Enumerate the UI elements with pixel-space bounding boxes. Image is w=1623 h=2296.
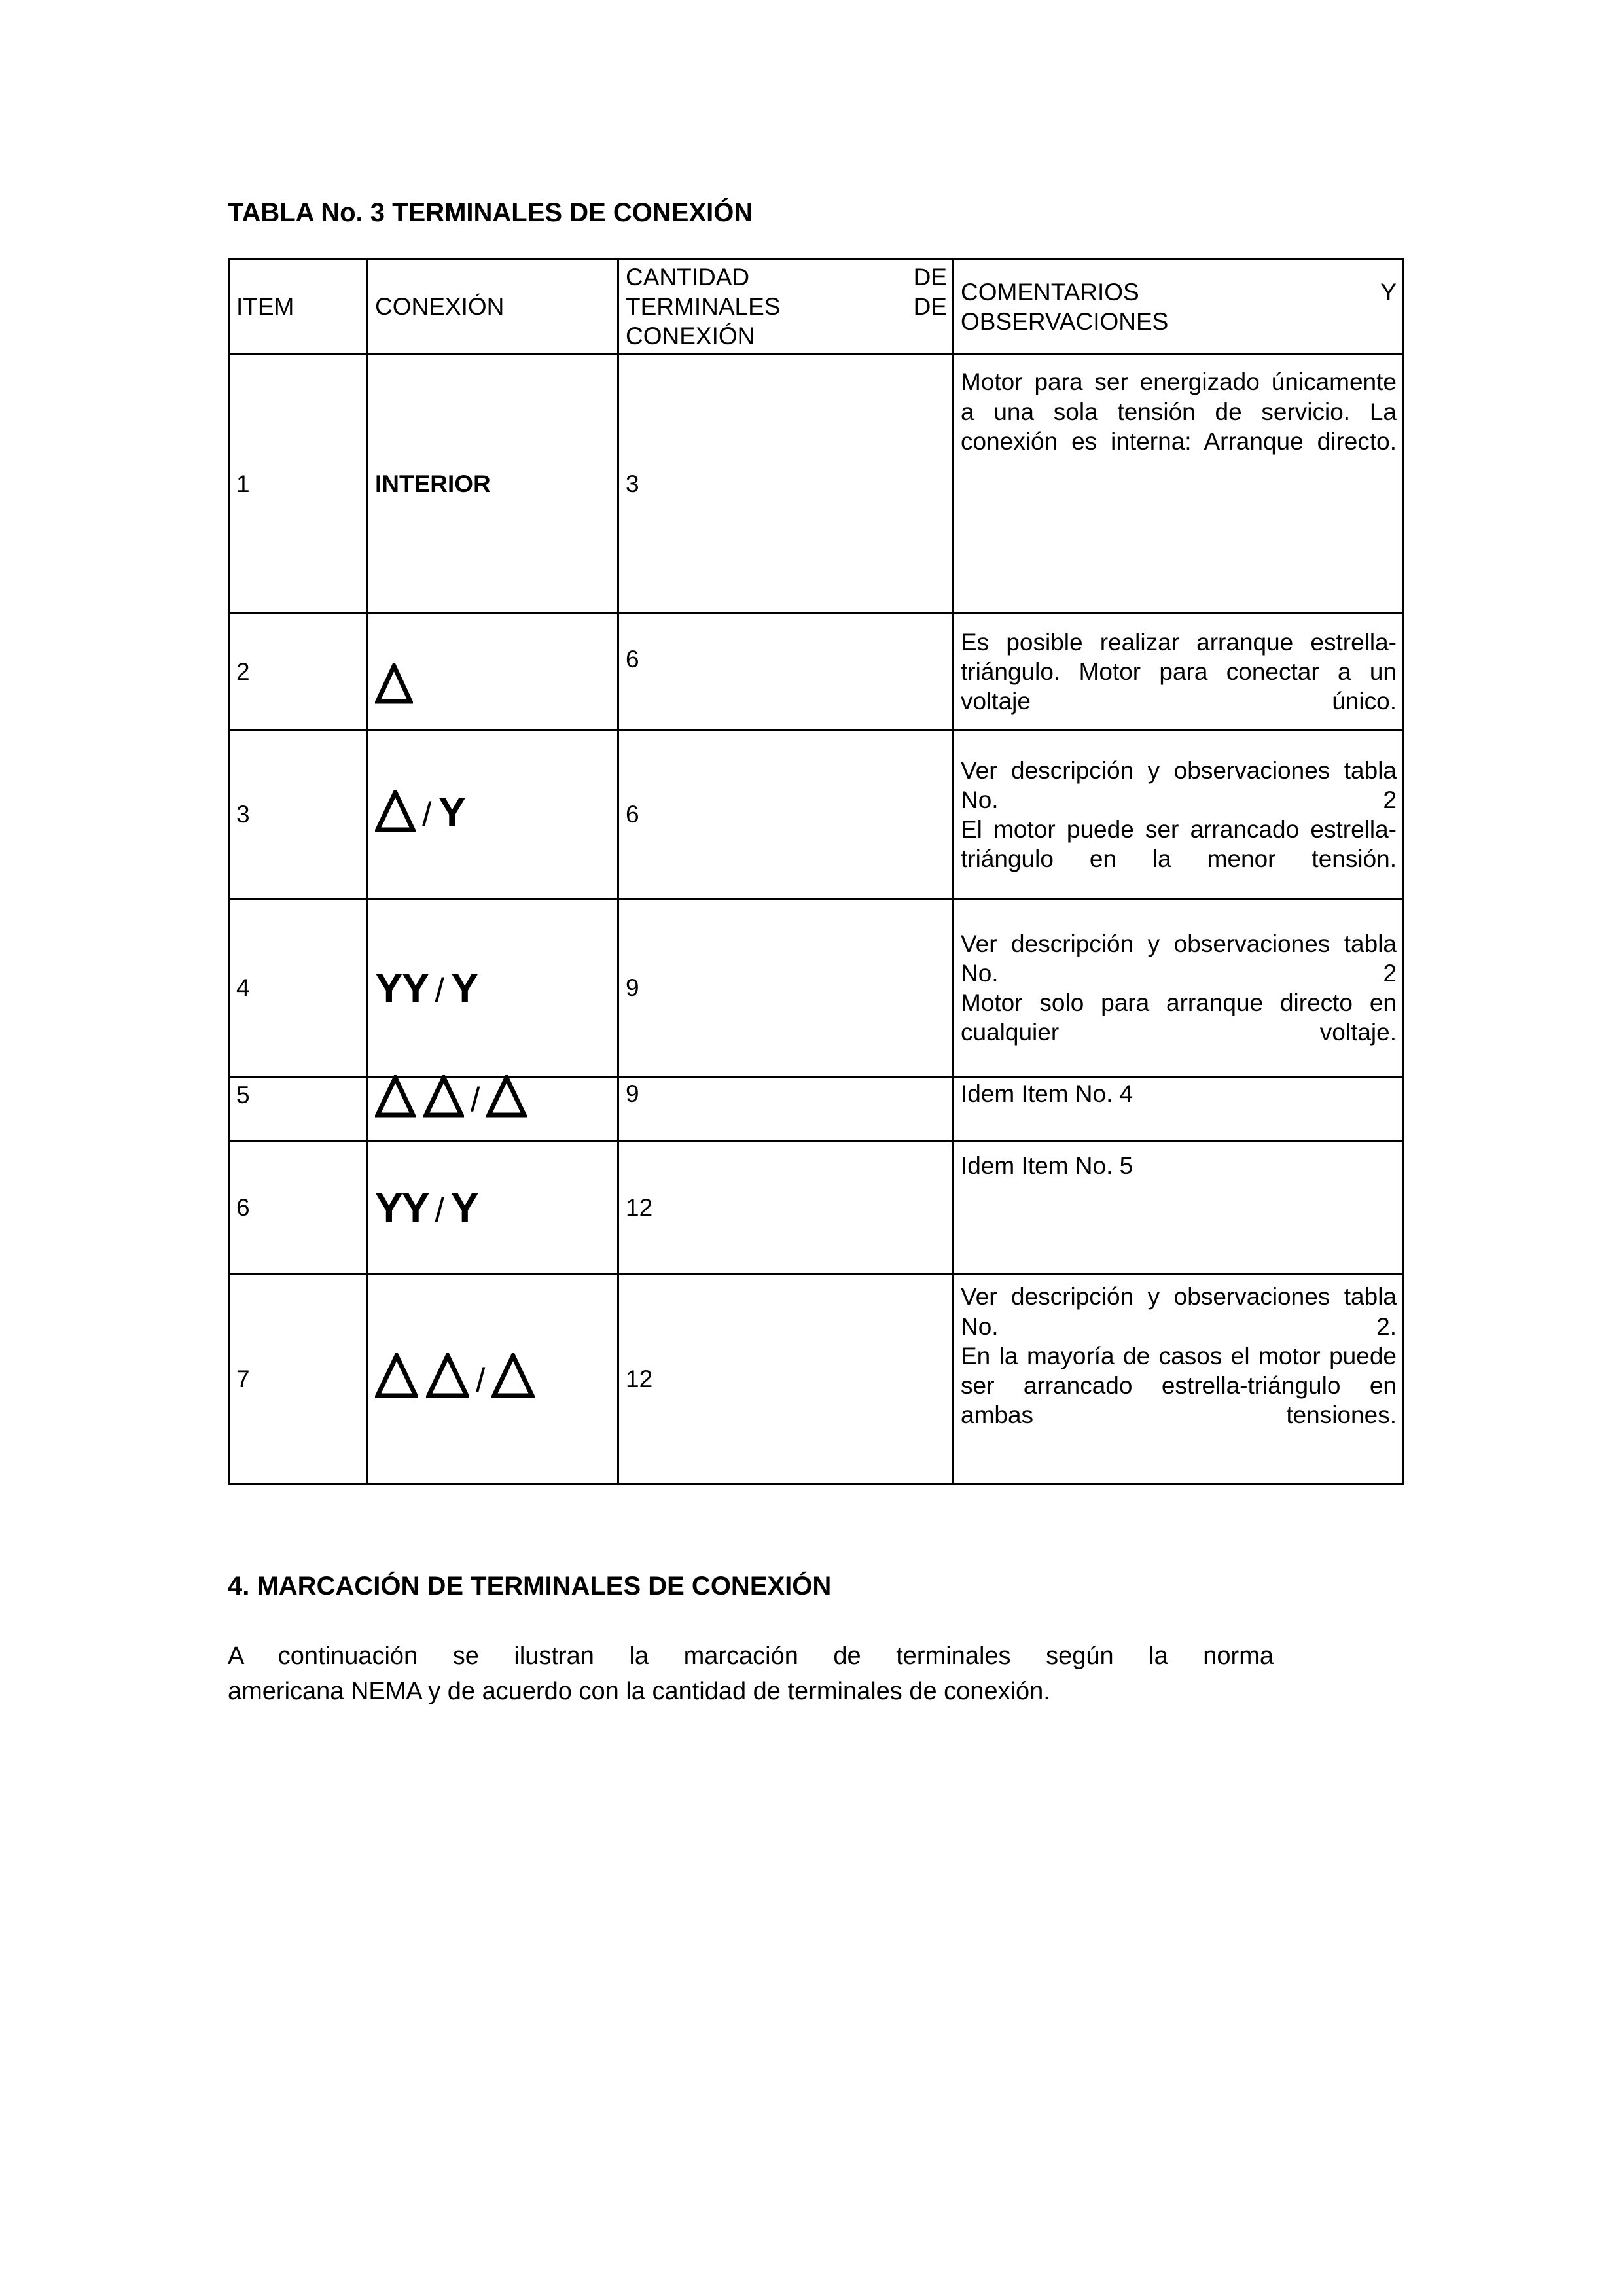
slash-separator: / [435, 1191, 444, 1229]
column-header-item: ITEM [229, 259, 368, 355]
cell-observaciones [954, 1141, 1403, 1275]
column-header-cantidad [618, 259, 954, 355]
terminales-conexion-table [228, 258, 1404, 1485]
observaciones-text: Idem Item No. 5 [961, 1152, 1133, 1180]
connection-symbol-yy-slash-y [375, 1184, 479, 1231]
cell-conexion [368, 1077, 618, 1141]
observaciones-text: Es posible realizar arranque estrella-triángulo. Motor para conectar a un voltaje único. [961, 629, 1397, 715]
table-row [229, 730, 1403, 899]
cell-item: 6 [229, 1141, 368, 1275]
cell-conexion [368, 1275, 618, 1484]
double-wye-symbol: YY [375, 964, 429, 1012]
wye-symbol: Y [450, 964, 479, 1012]
observaciones-text-1: Ver descripción y observaciones tabla No. 2 [961, 930, 1397, 987]
cell-cantidad: 9 [618, 899, 954, 1077]
column-header-cantidad-line2: TERMINALES DE [626, 293, 947, 321]
section-paragraph-line1: A continuación se ilustran la marcación de terminales según la norma [228, 1642, 1274, 1670]
observaciones-text-1: Ver descripción y observaciones tabla No. 2 [961, 756, 1397, 813]
cell-observaciones [954, 730, 1403, 899]
observaciones-text: Motor para ser energizado únicamente a una sola tensión de servicio. La conexión es interna: Arranque directo. [961, 368, 1397, 455]
cell-observaciones [954, 899, 1403, 1077]
cell-cantidad: 12 [618, 1275, 954, 1484]
observaciones-text: Idem Item No. 4 [961, 1080, 1133, 1108]
cell-observaciones [954, 614, 1403, 730]
cell-item: 7 [229, 1275, 368, 1484]
slash-separator: / [471, 1081, 480, 1120]
triangle-icon [423, 1075, 464, 1118]
triangle-icon [426, 1353, 469, 1399]
table-row [229, 614, 1403, 730]
column-header-conexion: CONEXIÓN [368, 259, 618, 355]
slash-separator: / [422, 795, 432, 834]
cell-conexion [368, 1141, 618, 1275]
slash-separator: / [476, 1361, 486, 1400]
cell-cantidad: 3 [618, 355, 954, 614]
cell-observaciones [954, 1077, 1403, 1141]
table-row [229, 355, 1403, 614]
wye-symbol: Y [438, 788, 467, 836]
table-row [229, 899, 1403, 1077]
page-content [228, 196, 1402, 1710]
section-paragraph-line2: americana NEMA y de acuerdo con la cantidad de terminales de conexión. [228, 1678, 1050, 1706]
slash-separator: / [435, 971, 444, 1010]
cell-cantidad: 9 [618, 1077, 954, 1141]
table-row [229, 1077, 1403, 1141]
cell-item: 3 [229, 730, 368, 899]
cell-item: 1 [229, 355, 368, 614]
table-row [229, 1141, 1403, 1275]
column-header-comentarios-line1: COMENTARIOS Y [961, 278, 1397, 306]
cell-conexion [368, 355, 618, 614]
cell-conexion [368, 730, 618, 899]
column-header-cantidad-line1: CANTIDAD DE [626, 264, 947, 291]
cell-cantidad: 6 [618, 730, 954, 899]
cell-observaciones [954, 355, 1403, 614]
cell-item: 2 [229, 614, 368, 730]
table-header [229, 259, 1403, 355]
cell-cantidad: 6 [618, 614, 954, 730]
triangle-icon [375, 1353, 418, 1399]
triangle-icon [375, 1075, 416, 1118]
table-row [229, 1275, 1403, 1484]
cell-conexion [368, 614, 618, 730]
triangle-icon [486, 1075, 527, 1118]
section-heading: 4. MARCACIÓN DE TERMINALES DE CONEXIÓN [228, 1572, 832, 1601]
connection-symbol-yy-slash-y [375, 964, 479, 1012]
column-header-comentarios-line2: OBSERVACIONES [961, 308, 1169, 335]
connection-symbol-delta-slash-y [375, 788, 467, 836]
triangle-icon [491, 1353, 535, 1399]
wye-symbol: Y [450, 1184, 479, 1231]
observaciones-text-1: Ver descripción y observaciones tabla No. 2. [961, 1283, 1397, 1340]
double-wye-symbol: YY [375, 1184, 429, 1231]
observaciones-text-2: Motor solo para arranque directo en cualquier voltaje. [961, 989, 1397, 1046]
cell-cantidad: 12 [618, 1141, 954, 1275]
cell-item: 5 [229, 1077, 368, 1141]
triangle-icon [375, 663, 413, 704]
page-title: TABLA No. 3 TERMINALES DE CONEXIÓN [228, 198, 753, 227]
table-header-row [229, 259, 1403, 355]
connection-symbol-dd-slash-d [375, 1075, 527, 1118]
cell-conexion [368, 899, 618, 1077]
cell-item: 4 [229, 899, 368, 1077]
connection-label-interior: INTERIOR [375, 470, 491, 498]
cell-observaciones [954, 1275, 1403, 1484]
connection-symbol-delta [375, 633, 413, 704]
section-paragraph [228, 1639, 1274, 1710]
column-header-comentarios [954, 259, 1403, 355]
column-header-cantidad-line3: CONEXIÓN [626, 323, 755, 350]
triangle-icon [375, 790, 416, 833]
observaciones-text-2: En la mayoría de casos el motor puede ser arrancado estrella-triángulo en ambas tensiones. [961, 1342, 1397, 1428]
table-body [229, 355, 1403, 1484]
observaciones-text-2: El motor puede ser arrancado estrella-triángulo en la menor tensión. [961, 815, 1397, 872]
connection-symbol-dd-slash-d [375, 1353, 535, 1399]
